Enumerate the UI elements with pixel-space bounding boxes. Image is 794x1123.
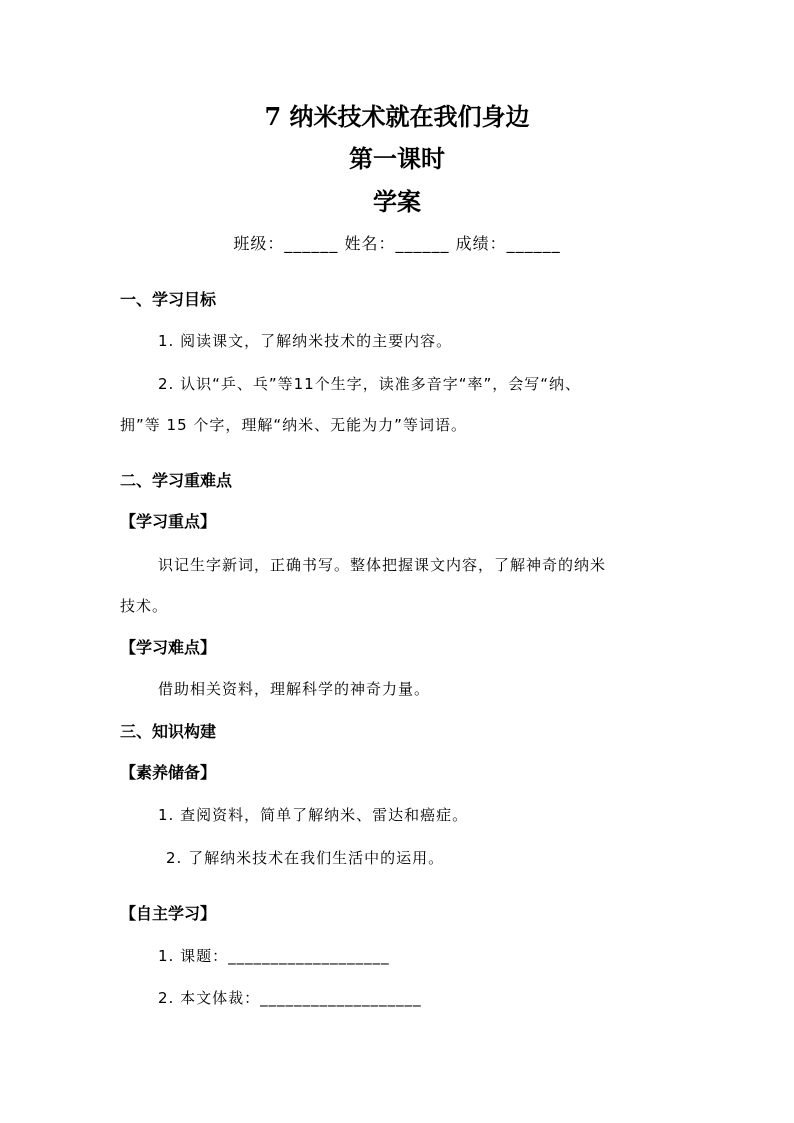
section-heading-knowledge: 三、知识构建 bbox=[120, 722, 217, 741]
lesson-title: 7 纳米技术就在我们身边 bbox=[264, 102, 530, 131]
key-point-line2: 技术。 bbox=[120, 597, 169, 615]
difficulty-label: 【学习难点】 bbox=[120, 638, 217, 657]
self-study-item-title: 1. 课题：___________________ bbox=[158, 947, 390, 965]
objective-item-2-line2: 拥”等 15 个字，理解“纳米、无能为力”等词语。 bbox=[120, 416, 467, 434]
self-study-item-genre: 2. 本文体裁：___________________ bbox=[158, 989, 422, 1007]
section-heading-objectives: 一、学习目标 bbox=[120, 290, 217, 309]
lesson-period: 第一课时 bbox=[349, 144, 445, 173]
key-point-label: 【学习重点】 bbox=[120, 512, 217, 531]
document-type: 学案 bbox=[373, 187, 421, 216]
preparation-item-2: 2. 了解纳米技术在我们生活中的运用。 bbox=[166, 849, 445, 867]
difficulty-text: 借助相关资料，理解科学的神奇力量。 bbox=[158, 680, 431, 698]
key-point-line1: 识记生字新词，正确书写。整体把握课文内容，了解神奇的纳米 bbox=[158, 556, 607, 574]
preparation-label: 【素养储备】 bbox=[120, 763, 217, 782]
objective-item-1: 1. 阅读课文，了解纳米技术的主要内容。 bbox=[158, 332, 453, 350]
preparation-item-1: 1. 查阅资料，简单了解纳米、雷达和癌症。 bbox=[158, 806, 469, 824]
self-study-label: 【自主学习】 bbox=[120, 904, 217, 923]
objective-item-2-line1: 2. 认识“乒、乓”等11个生字，读准多音字“率”，会写“纳、 bbox=[158, 375, 582, 393]
student-info-line: 班级：______ 姓名：______ 成绩：______ bbox=[233, 234, 561, 253]
section-heading-key-points: 二、学习重难点 bbox=[120, 471, 233, 490]
